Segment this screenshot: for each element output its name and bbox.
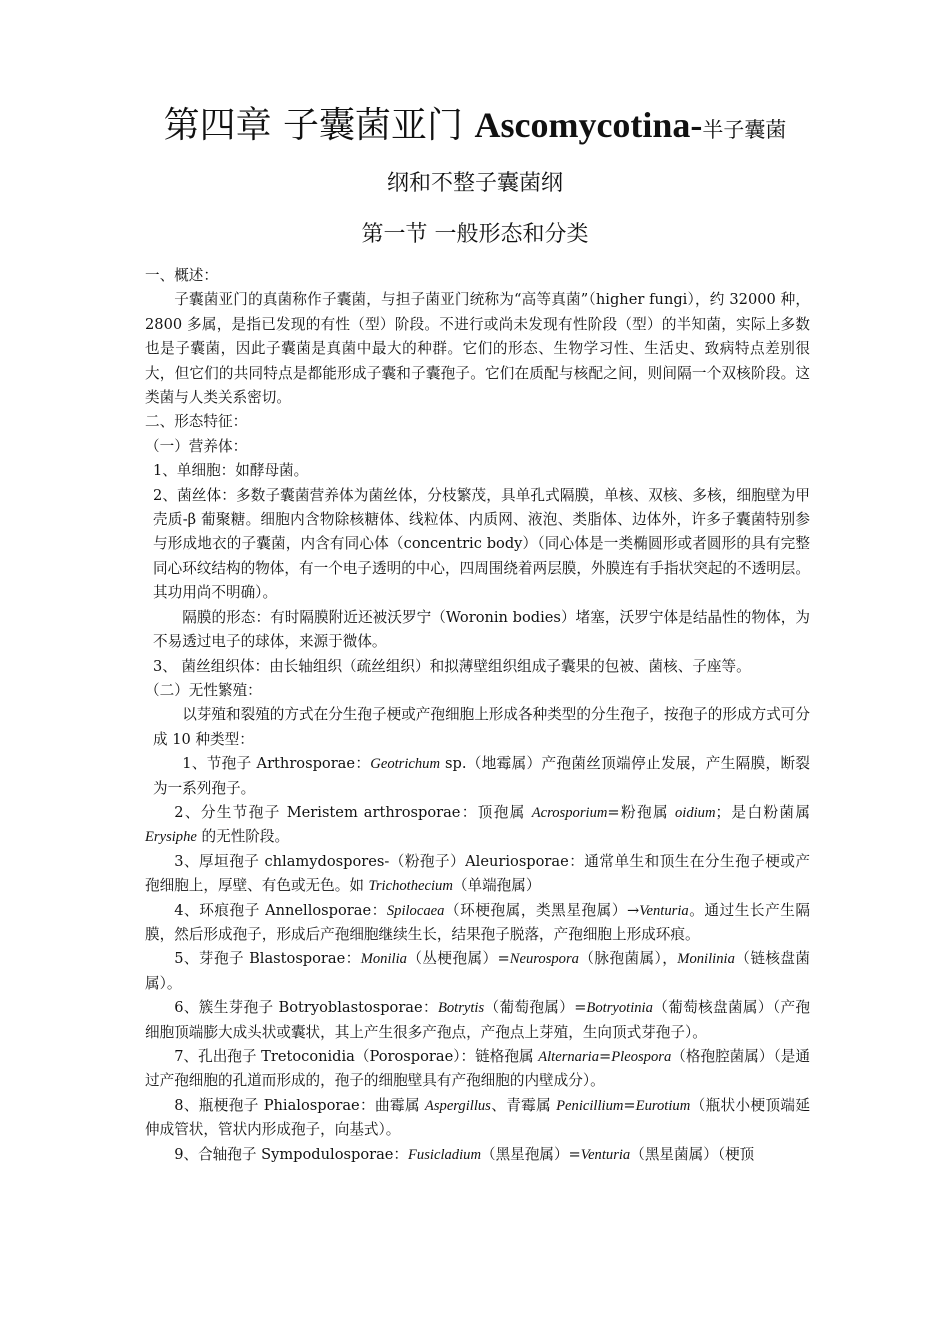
genus-name: Botrytis	[437, 1000, 485, 1017]
spore-type-9	[145, 1143, 810, 1167]
heading-overview: 一、概述：	[145, 267, 218, 284]
chapter-title	[0, 100, 950, 155]
text-run: （链核盘菌属）。	[145, 950, 811, 992]
text-run: （黑星孢属）=	[480, 1145, 581, 1163]
text-run: 、青霉属	[490, 1096, 557, 1114]
spore-type-2	[145, 801, 810, 850]
genus-name: Monilinia	[677, 951, 735, 968]
genus-name: Neurospora	[509, 951, 579, 968]
text-run: sp.（地霉属）产孢菌丝顶端停止发展，产生隔膜，断裂为一系列孢子。	[153, 755, 810, 797]
spore-type-3	[145, 850, 810, 899]
genus-name: Aspergillus	[424, 1097, 491, 1114]
chapter-title-latin: Ascomycotina-	[474, 105, 703, 145]
text-run: （环梗孢属，类黑星孢属）→	[444, 901, 640, 919]
genus-name: Penicillium	[556, 1097, 624, 1114]
heading-vegetative: （一）营养体：	[145, 437, 248, 455]
text-run: （葡萄孢属）=	[484, 999, 587, 1017]
spore-type-5	[145, 947, 810, 996]
text-run: 3、厚垣孢子 chlamydospores-（粉孢子）Aleuriosporae：通常单生和顶生在分生孢子梗或产孢细胞上，厚壁、有色或无色。如	[145, 852, 810, 895]
text-run: 9、合轴孢子 Sympodulosporae：	[174, 1145, 409, 1163]
spore-type-4	[145, 899, 810, 948]
text-run: （格孢腔菌属）（是通过产孢细胞的孔道而形成的，孢子的细胞壁具有产孢细胞的内壁成分）。	[145, 1048, 810, 1090]
text-run: 。通过生长产生隔膜，然后形成孢子，形成后产孢细胞继续生长，结果孢子脱落，产孢细胞上形成环痕。	[145, 901, 810, 943]
genus-name: Fusicladium	[408, 1146, 481, 1163]
paragraph-overview: 子囊菌亚门的真菌称作子囊菌，与担子菌亚门统称为“高等真菌”（higher fungi），约 32000 种，2800 多属，是指已发现的有性（型）阶段。不进行或尚未发现有性阶段（型）的半知菌，实际上多数也是子囊菌，因此子囊菌是真菌中最大的种群。它们的形态、生物学习性、生活史、致病特点差别很大，但它们的共同特点是都能形成子囊和子囊孢子。它们在质配与核配之间，则间隔一个双核阶段。这类菌与人类关系密切。	[145, 291, 810, 407]
paragraph-septum: 隔膜的形态：有时隔膜附近还被沃罗宁（Woronin bodies）堵塞，沃罗宁体是结晶性的物体，为不易透过电子的球体，来源于微体。	[153, 608, 810, 651]
paragraph-veg1: 1、单细胞：如酵母菌。	[153, 462, 309, 480]
spore-type-6	[145, 996, 810, 1045]
genus-name: oidium	[674, 804, 716, 821]
spore-type-8	[145, 1094, 810, 1143]
text-run: =	[599, 1048, 612, 1065]
paragraph-veg2: 2、菌丝体：多数子囊菌营养体为菌丝体，分枝繁茂，具单孔式隔膜，单核、双核、多核，细胞壁为甲壳质-β 葡聚糖。细胞内含物除核糖体、线粒体、内质网、液泡、类脂体、边体外，许多子囊菌特别参与形成地衣的子囊菌，内含有同心体（concentric body）（同心体是一类椭圆形或者圆形的具有完整同心环纹结构的物体，有一个电子透明的中心，四周围绕着两层膜，外膜连有手指状突起的不透明层。其功用尚不明确）。	[153, 486, 810, 602]
paragraph-asexual-intro: 以芽殖和裂殖的方式在分生孢子梗或产孢细胞上形成各种类型的分生孢子，按孢子的形成方式可分成 10 种类型：	[153, 706, 810, 748]
genus-name: Pleospora	[611, 1049, 672, 1065]
chapter-title-cn: 第四章 子囊菌亚门	[163, 105, 475, 146]
text-run: 2、分生节孢子 Meristem arthrosporae：顶孢属	[174, 803, 532, 821]
genus-name: Venturia	[639, 902, 689, 919]
text-run: （黑星菌属）（梗顶	[630, 1145, 755, 1163]
genus-name: Botryotinia	[586, 1000, 653, 1017]
genus-name: Spilocaea	[386, 902, 445, 919]
text-run: 5、芽孢子 Blastosporae：	[174, 950, 361, 968]
genus-name: Geotrichum	[370, 756, 441, 773]
text-run: =粉孢属	[607, 803, 675, 821]
text-run: 8、瓶梗孢子 Phialosporae：曲霉属	[174, 1096, 425, 1114]
heading-morphology: 二、形态特征：	[145, 413, 248, 431]
text-run: （葡萄核盘菌属）（产孢细胞顶端膨大成头状或囊状，其上产生很多产孢点，产孢点上芽殖，生向顶式芽孢子）。	[145, 999, 810, 1041]
text-run: 的无性阶段。	[196, 828, 290, 846]
text-run: （丛梗孢属）=	[406, 950, 510, 968]
section-title: 第一节 一般形态和分类	[361, 222, 589, 247]
text-run: （单端孢属）	[452, 877, 541, 895]
genus-name: Acrosporium	[531, 804, 608, 821]
document-body	[145, 264, 810, 1167]
text-run: ；是白粉菌属	[715, 803, 810, 821]
heading-asexual: （二）无性繁殖：	[145, 681, 262, 699]
text-run: 7、孔出孢子 Tretoconidia（Porosporae）：链格孢属	[174, 1048, 539, 1065]
text-run: （瓶状小梗顶端延伸成管状，管状内形成孢子，向基式）。	[145, 1096, 810, 1139]
paragraph-veg3: 3、 菌丝组织体：由长轴组织（疏丝组织）和拟薄壁组织组成子囊果的包被、菌核、子座等。	[153, 657, 751, 675]
text-run: =	[623, 1096, 636, 1114]
spore-type-7	[145, 1045, 810, 1094]
text-run: 6、簇生芽孢子 Botryoblastosporae：	[174, 999, 438, 1017]
genus-name: Erysiphe	[145, 829, 197, 846]
text-run: 4、环痕孢子 Annellosporae：	[174, 901, 387, 919]
genus-name: Monilia	[360, 951, 407, 968]
spore-type-1	[145, 752, 810, 801]
genus-name: Alternaria	[538, 1049, 600, 1065]
chapter-title-line2: 纲和不整子囊菌纲	[386, 171, 563, 196]
genus-name: Trichothecium	[368, 878, 453, 895]
genus-name: Venturia	[580, 1146, 631, 1163]
chapter-title-small: 半子囊菌	[702, 118, 787, 142]
text-run: （脉孢菌属），	[578, 950, 678, 968]
genus-name: Eurotium	[635, 1097, 691, 1114]
text-run: 1、节孢子 Arthrosporae：	[182, 755, 371, 773]
